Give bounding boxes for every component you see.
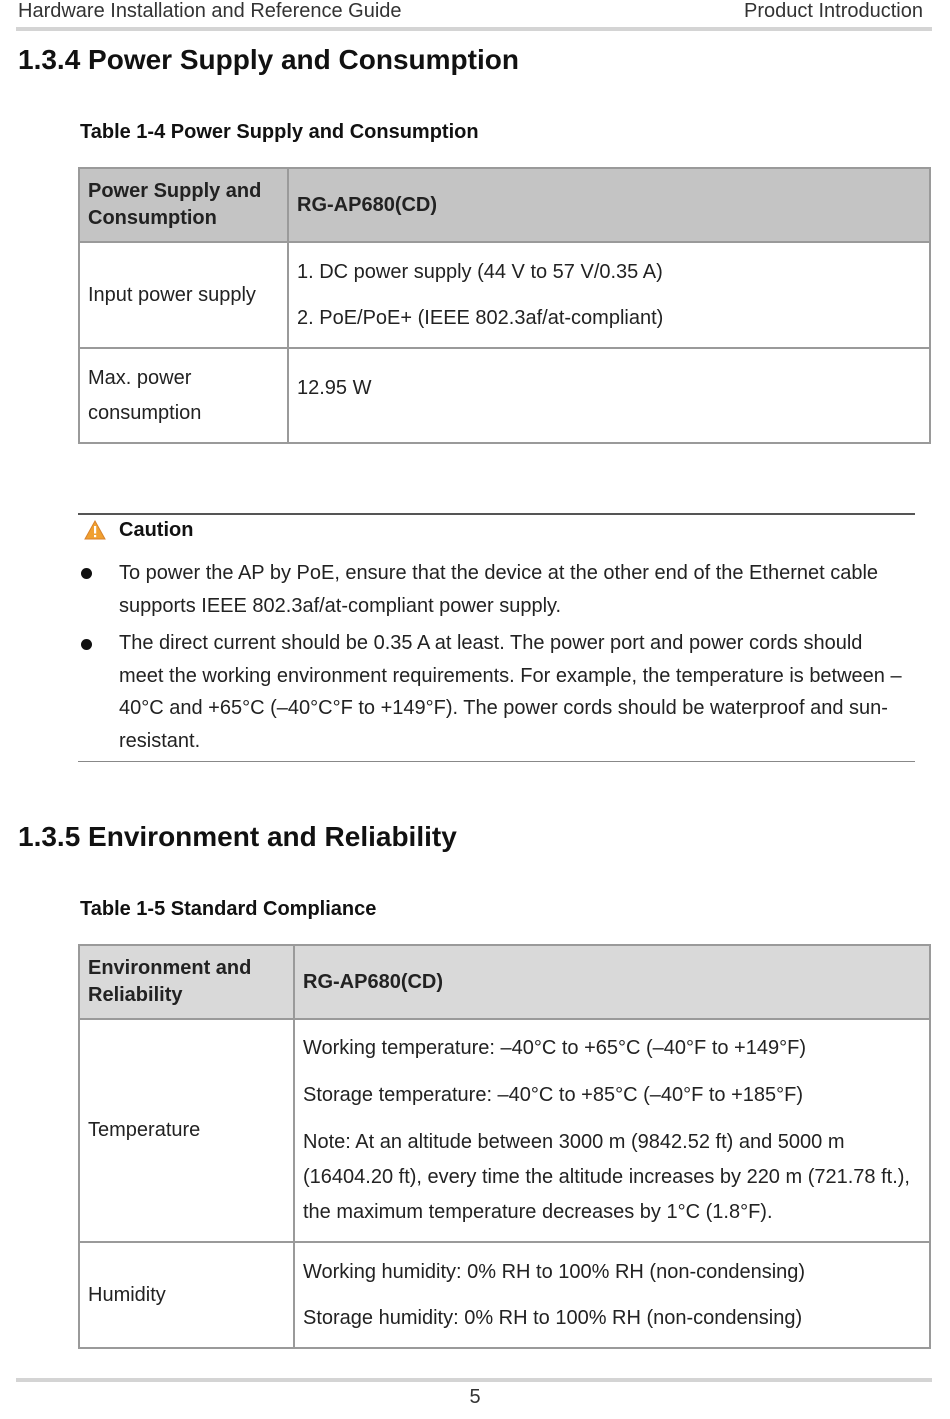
row-value [294, 1019, 930, 1242]
row-label: Humidity [79, 1242, 294, 1348]
value-line: 1. DC power supply (44 V to 57 V/0.35 A) [297, 261, 663, 283]
caution-bullet: To power the AP by PoE, ensure that the device at the other end of the Ethernet cable supports IEEE 802.3af/at-compliant power supply. [119, 562, 879, 617]
caution-top-rule [78, 513, 915, 515]
table-header-row [79, 168, 930, 242]
warning-triangle-icon [84, 520, 106, 540]
table-row [79, 242, 930, 348]
running-header-chapter: Product Introduction [744, 0, 923, 22]
bullet-dot [81, 568, 92, 579]
table-row [79, 348, 930, 443]
table-row [79, 1242, 930, 1348]
table-caption-environment: Table 1-5 Standard Compliance [80, 898, 377, 920]
table-header-row [79, 945, 930, 1019]
header-divider [16, 27, 932, 31]
value-note: Note: At an altitude between 3000 m (9842.52 ft) and 5000 m (16404.20 ft), every time the altitude increases by 220 m (721.78 ft.), the maximum temperature decreases by 1°C (1.8°F). [303, 1131, 910, 1223]
row-value [294, 1242, 930, 1348]
section-title-power: 1.3.4 Power Supply and Consumption [18, 44, 519, 75]
power-table [78, 167, 931, 444]
section-title-environment: 1.3.5 Environment and Reliability [18, 821, 457, 852]
value-line: Storage temperature: –40°C to +85°C (–40°F to +185°F) [303, 1084, 804, 1106]
value-line: Working humidity: 0% RH to 100% RH (non-condensing) [303, 1261, 806, 1283]
caution-bottom-rule [78, 761, 915, 762]
row-label [79, 348, 288, 443]
table-header-cell: RG-AP680(CD) [294, 945, 930, 1019]
label-line: Max. power [88, 366, 192, 389]
caution-bullet: The direct current should be 0.35 A at least. The power port and power cords should meet the working environment requirements. For example, the temperature is between –40°C and +65°C (–40°C°F to +149°F). The power cords should be waterproof and sun-resistant. [119, 632, 902, 752]
label-line: consumption [88, 401, 202, 424]
running-header-title: Hardware Installation and Reference Guide [18, 0, 402, 22]
table-header-cell: Environment and Reliability [79, 945, 294, 1019]
value-line: 2. PoE/PoE+ (IEEE 802.3af/at-compliant) [297, 307, 664, 329]
row-label: Input power supply [79, 242, 288, 348]
value-line: Working temperature: –40°C to +65°C (–40°F to +149°F) [303, 1037, 806, 1059]
bullet-dot [81, 639, 92, 650]
value-line: Storage humidity: 0% RH to 100% RH (non-condensing) [303, 1307, 803, 1329]
table-row [79, 1019, 930, 1242]
row-value [288, 242, 930, 348]
table-caption-power: Table 1-4 Power Supply and Consumption [80, 121, 479, 143]
table-header-cell: RG-AP680(CD) [288, 168, 930, 242]
table-header-cell: Power Supply and Consumption [79, 168, 288, 242]
caution-label: Caution [119, 519, 194, 541]
page-number: 5 [469, 1386, 481, 1408]
footer-divider [16, 1378, 932, 1382]
environment-table [78, 944, 931, 1349]
row-label: Temperature [79, 1019, 294, 1242]
row-value: 12.95 W [288, 348, 930, 443]
